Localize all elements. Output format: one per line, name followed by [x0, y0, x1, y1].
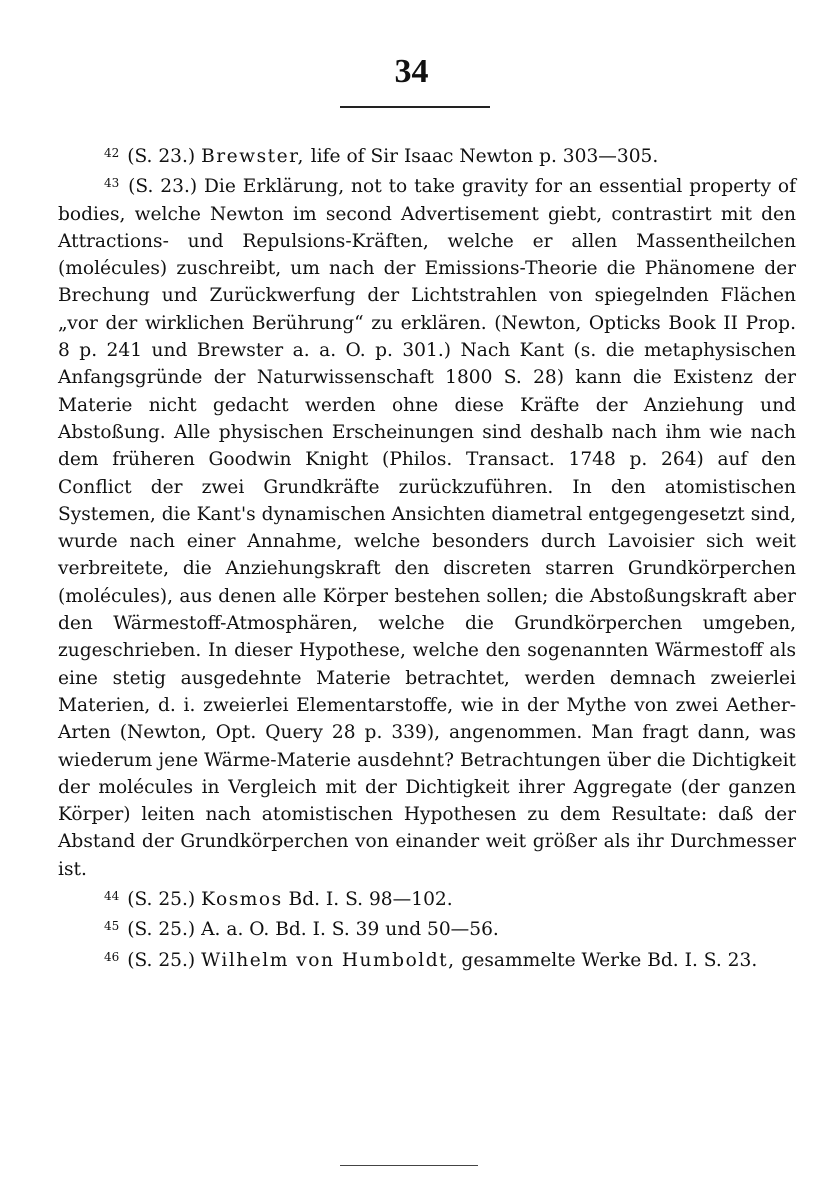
footnote-text: life of Sir Isaac Newton p. 303—305. [310, 146, 659, 167]
footnote-author: Brewster, [201, 146, 305, 167]
page-number: 34 [394, 53, 429, 90]
footnote-42 [58, 140, 796, 170]
footnote-43 [58, 170, 796, 883]
footnote-reference: (S. 23.) [128, 176, 198, 198]
footnote-text: Bd. I. S. 98—102. [288, 889, 453, 911]
footnote-number: 46 [104, 949, 120, 964]
footnote-reference: (S. 25.) [127, 919, 196, 941]
footnote-reference: (S. 25.) [127, 949, 196, 971]
footnote-number: 44 [104, 889, 120, 904]
footnote-number: 45 [104, 919, 120, 934]
top-divider [340, 106, 490, 108]
footnotes-section [58, 140, 796, 974]
footnote-text: Die Erklärung, not to take gravity for an essential property of bodies, welche Newton im second Advertisement giebt, contrastirt mit den Attractions- und Repulsions-Kräften, welche er allen Massentheilchen (molécules) zuschreibt, um nach der Emissions-Theorie die Phänomene der Brechung und Zurückwerfung der Lichtstrahlen von spiegelnden Flächen „vor der wirklichen Berührung“ zu erklären. (Newton, Opticks Book II Prop. 8 p. 241 und Brewster a. a. O. p. 301.) Nach Kant (s. die metaphysischen Anfangsgründe der Naturwissenschaft 1800 S. 28) kann die Existenz der Materie nicht gedacht werden ohne diese Kräfte der Anziehung und Abstoßung. Alle physischen Erscheinungen sind deshalb nach ihm wie nach dem früheren Goodwin Knight (Philos. Transact. 1748 p. 264) auf den Conflict der zwei Grundkräfte zurückzuführen. In den atomistischen Systemen, die Kant's dynamischen Ansichten diametral entgegengesetzt sind, wurde nach einer Annahme, welche besonders durch Lavoisier sich weit verbreitete, die Anziehungskraft den discreten starren Grundkörperchen (molécules), aus denen alle Körper bestehen sollen; die Abstoßungskraft aber den Wärmestoff-Atmosphären, welche die Grundkörperchen umgeben, zugeschrieben. In dieser Hypothese, welche den sogenannten Wärmestoff als eine stetig ausgedehnte Materie betrachtet, werden demnach zweierlei Materien, d. i. zweierlei Elementarstoffe, wie in der Mythe von zwei Aether-Arten (Newton, Opt. Query 28 p. 339), angenommen. Man fragt dann, was wiederum jene Wärme-Materie ausdehnt? Betrachtungen über die Dichtigkeit der molécules in Vergleich mit der Dichtigkeit ihrer Aggregate (der ganzen Körper) leiten nach atomistischen Hypothesen zu dem Resultate: daß der Abstand der Grundkörperchen von einander weit größer als ihr Durchmesser ist. [58, 176, 796, 880]
footnote-45 [58, 913, 796, 943]
footnote-reference: (S. 23.) [127, 146, 196, 167]
footnote-author: Wilhelm von Humboldt, [201, 949, 456, 971]
footnote-46 [58, 944, 796, 974]
footnote-text: gesammelte Werke Bd. I. S. 23. [461, 949, 758, 971]
footnote-text: A. a. O. Bd. I. S. 39 und 50—56. [201, 919, 499, 941]
footnote-reference: (S. 25.) [127, 889, 196, 911]
footnote-number: 43 [104, 176, 120, 191]
footnote-number: 42 [104, 146, 120, 160]
footnote-author: Kosmos [201, 889, 283, 911]
footnote-44 [58, 883, 796, 913]
bottom-divider [340, 1165, 478, 1166]
